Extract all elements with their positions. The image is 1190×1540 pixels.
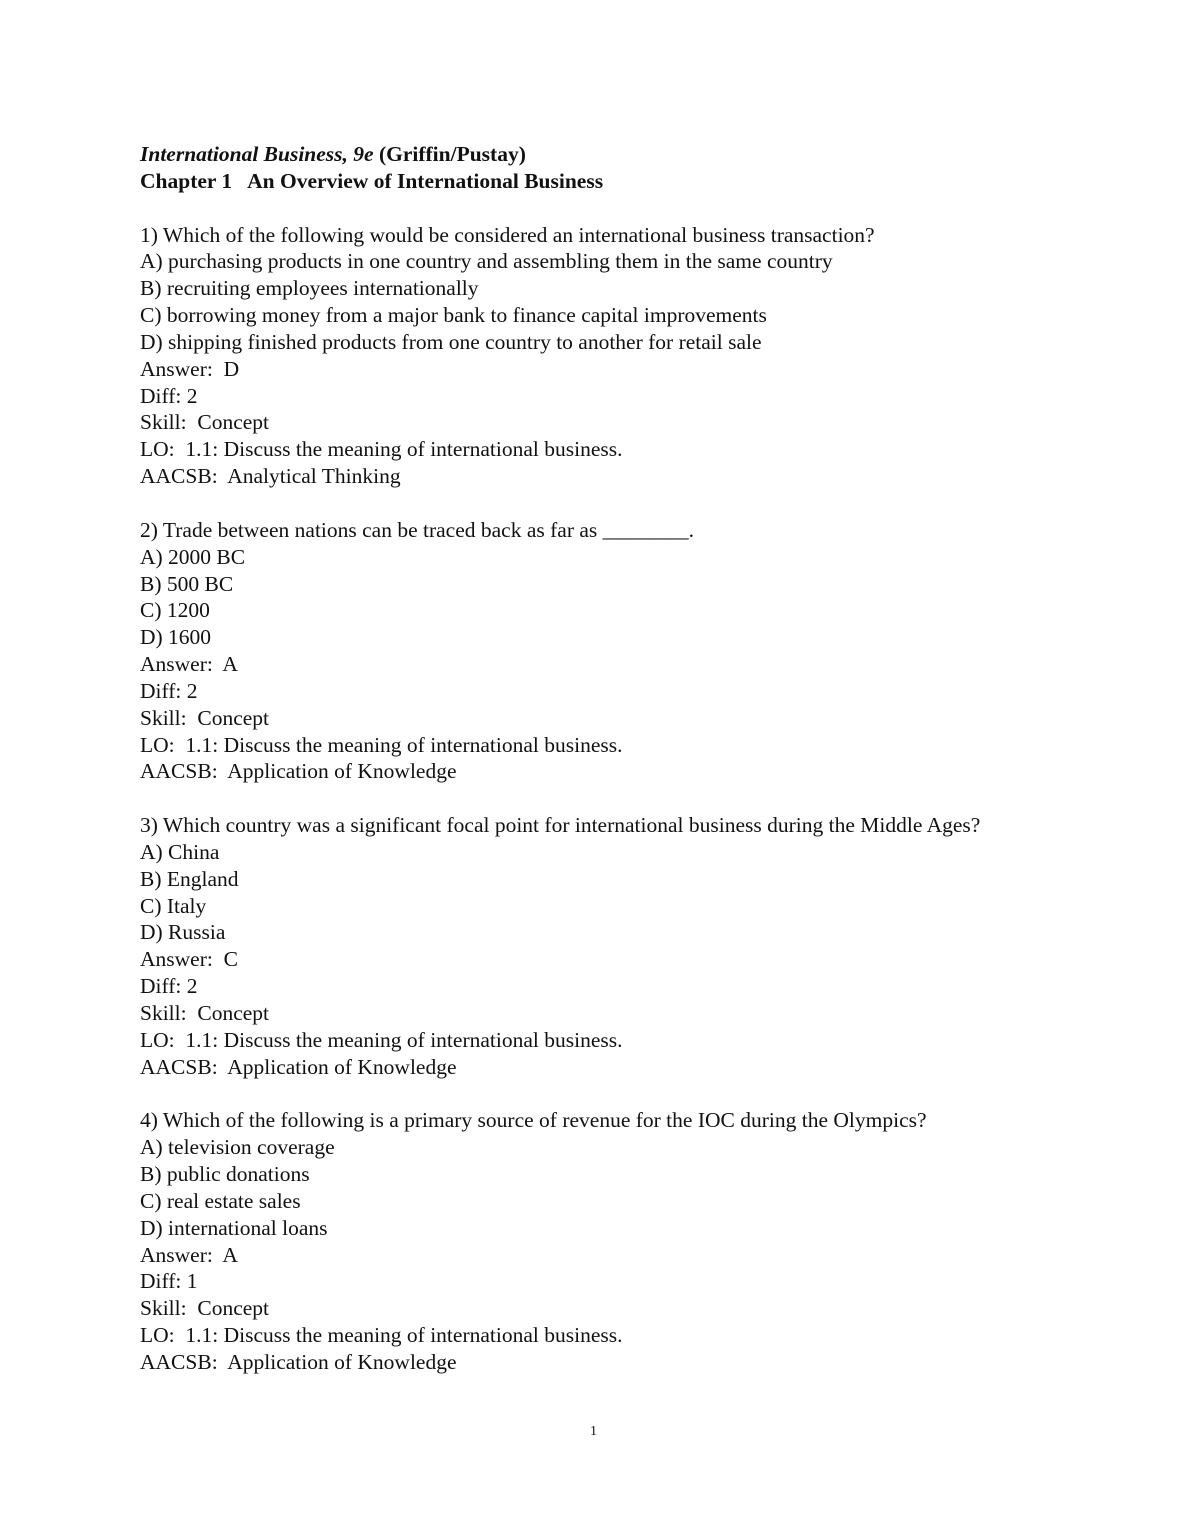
answer-option: B) recruiting employees internationally [140, 276, 479, 301]
aacsb-tag: AACSB: Application of Knowledge [140, 759, 457, 784]
question-stem: 4) Which of the following is a primary source of revenue for the IOC during the Olympics? [140, 1108, 927, 1133]
aacsb-tag: AACSB: Analytical Thinking [140, 464, 401, 489]
question-block [140, 1107, 1010, 1375]
spacer [140, 490, 1010, 517]
authors: (Griffin/Pustay) [373, 142, 526, 166]
answer-key: Answer: C [140, 947, 238, 972]
skill: Skill: Concept [140, 705, 269, 730]
skill: Skill: Concept [140, 1001, 269, 1025]
question-list [140, 195, 1010, 1376]
learning-objective: LO: 1.1: Discuss the meaning of international business. [140, 437, 623, 462]
spacer [140, 195, 1010, 222]
question-block [140, 812, 1010, 1080]
answer-option: D) Russia [140, 920, 226, 945]
page-number: 1 [590, 1424, 597, 1439]
answer-option: A) 2000 BC [140, 544, 246, 569]
difficulty: Diff: 2 [140, 678, 198, 703]
question-block [140, 222, 1010, 490]
book-title: International Business, 9e [140, 142, 374, 166]
question-stem: 3) Which country was a significant focal point for international business during the Middle Ages? [140, 813, 981, 838]
answer-option: B) public donations [140, 1162, 310, 1187]
answer-option: C) real estate sales [140, 1188, 301, 1213]
answer-option: C) borrowing money from a major bank to finance capital improvements [140, 303, 767, 328]
answer-option: B) 500 BC [140, 571, 234, 596]
document-page [140, 141, 1010, 1376]
answer-option: D) 1600 [140, 625, 212, 650]
chapter-title: Chapter 1 An Overview of International Business [140, 168, 604, 193]
answer-key: Answer: A [140, 1242, 238, 1267]
answer-option: D) shipping finished products from one country to another for retail sale [140, 329, 762, 354]
answer-option: A) purchasing products in one country and assembling them in the same country [140, 249, 833, 274]
answer-option: A) China [140, 839, 220, 864]
skill: Skill: Concept [140, 1296, 269, 1321]
answer-option: C) 1200 [140, 598, 210, 623]
learning-objective: LO: 1.1: Discuss the meaning of international business. [140, 1323, 623, 1348]
aacsb-tag: AACSB: Application of Knowledge [140, 1054, 457, 1079]
answer-key: Answer: D [140, 356, 240, 381]
skill: Skill: Concept [140, 410, 269, 435]
answer-option: C) Italy [140, 893, 207, 918]
learning-objective: LO: 1.1: Discuss the meaning of international business. [140, 732, 623, 757]
answer-key: Answer: A [140, 652, 238, 677]
spacer [140, 1081, 1010, 1108]
question-block [140, 517, 1010, 785]
aacsb-tag: AACSB: Application of Knowledge [140, 1349, 457, 1374]
difficulty: Diff: 2 [140, 383, 198, 408]
question-stem: 1) Which of the following would be considered an international business transaction? [140, 222, 875, 247]
answer-option: B) England [140, 866, 239, 891]
answer-option: D) international loans [140, 1215, 328, 1240]
book-header [140, 141, 1010, 168]
answer-option: A) television coverage [140, 1135, 335, 1160]
question-stem: 2) Trade between nations can be traced back as far as ________. [140, 517, 695, 542]
difficulty: Diff: 1 [140, 1269, 198, 1294]
difficulty: Diff: 2 [140, 974, 198, 999]
learning-objective: LO: 1.1: Discuss the meaning of international business. [140, 1027, 623, 1052]
spacer [140, 785, 1010, 812]
